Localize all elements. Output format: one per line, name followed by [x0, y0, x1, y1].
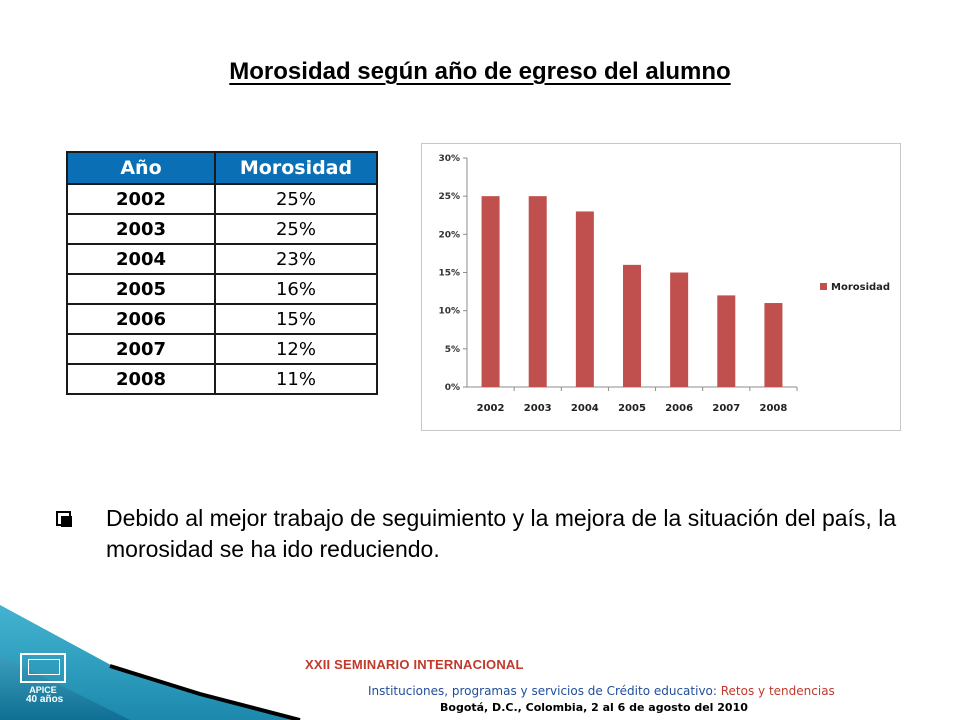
table-row — [67, 214, 377, 244]
anniversary-label: 40 años — [26, 694, 64, 705]
cell-value: 25% — [215, 214, 377, 244]
cell-value: 16% — [215, 274, 377, 304]
legend-swatch — [820, 283, 827, 290]
cell-value: 25% — [215, 184, 377, 214]
x-tick-label: 2004 — [570, 403, 599, 414]
y-tick-label: 10% — [438, 306, 460, 317]
bar-2004 — [576, 211, 594, 387]
table-row — [67, 304, 377, 334]
bar-2008 — [764, 303, 782, 387]
subtitle-accent: Retos y tendencias — [720, 684, 835, 698]
x-tick-label: 2008 — [759, 403, 788, 414]
cell-year: 2006 — [67, 304, 215, 334]
cell-value: 12% — [215, 334, 377, 364]
cell-value: 11% — [215, 364, 377, 394]
bar-2002 — [482, 196, 500, 387]
bullet-text: Debido al mejor trabajo de seguimiento y la mejora de la situación del país, la morosidad se ha ido reduciendo. — [106, 505, 897, 562]
morosidad-table — [66, 151, 378, 395]
bar-2003 — [529, 196, 547, 387]
cell-year: 2005 — [67, 274, 215, 304]
cell-year: 2007 — [67, 334, 215, 364]
legend-label: Morosidad — [831, 282, 891, 293]
chart-frame — [421, 143, 901, 431]
bar-2007 — [717, 295, 735, 387]
seminar-title: XXII SEMINARIO INTERNACIONAL — [305, 657, 524, 672]
checkbox-bullet-icon — [56, 511, 71, 526]
header-year: Año — [67, 152, 215, 184]
table-header-row — [67, 152, 377, 184]
table-row — [67, 364, 377, 394]
y-tick-label: 20% — [438, 230, 460, 241]
bar-2005 — [623, 265, 641, 387]
header-morosidad: Morosidad — [215, 152, 377, 184]
bullet-point — [56, 503, 916, 565]
cell-value: 15% — [215, 304, 377, 334]
table-row — [67, 274, 377, 304]
event-place-date: Bogotá, D.C., Colombia, 2 al 6 de agosto del 2010 — [440, 701, 748, 714]
y-tick-label: 0% — [444, 383, 460, 393]
seminar-subtitle — [368, 684, 835, 698]
cell-year: 2003 — [67, 214, 215, 244]
x-tick-label: 2006 — [665, 403, 694, 414]
table-row — [67, 334, 377, 364]
y-tick-label: 30% — [438, 154, 460, 164]
apice-logo-icon: APICE — [20, 653, 66, 683]
x-tick-label: 2003 — [523, 403, 552, 414]
table-row — [67, 184, 377, 214]
bar-2006 — [670, 273, 688, 388]
table-row — [67, 244, 377, 274]
y-tick-label: 25% — [438, 192, 460, 203]
cell-year: 2002 — [67, 184, 215, 214]
x-tick-label: 2002 — [476, 403, 505, 414]
y-tick-label: 5% — [444, 344, 460, 355]
cell-year: 2008 — [67, 364, 215, 394]
x-tick-label: 2005 — [618, 403, 646, 414]
cell-year: 2004 — [67, 244, 215, 274]
morosidad-bar-chart — [422, 144, 900, 430]
subtitle-main: Instituciones, programas y servicios de Crédito educativo: — [368, 684, 721, 698]
slide-title: Morosidad según año de egreso del alumno — [229, 58, 731, 85]
y-tick-label: 15% — [438, 268, 460, 279]
cell-value: 23% — [215, 244, 377, 274]
x-tick-label: 2007 — [712, 403, 741, 414]
